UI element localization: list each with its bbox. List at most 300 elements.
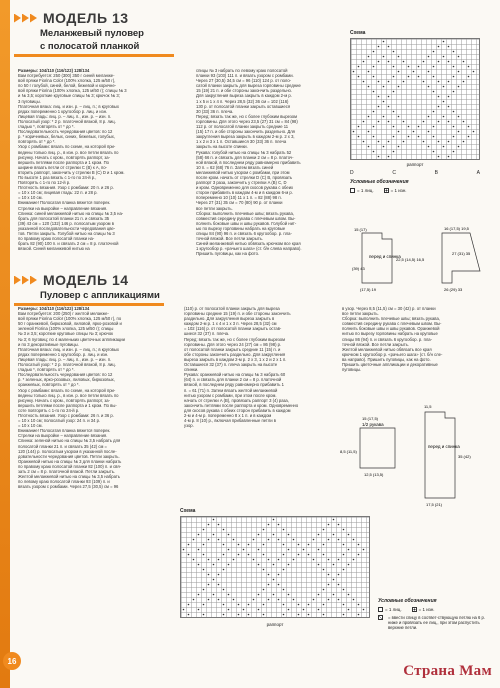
purl-dot — [428, 71, 430, 73]
text-line: Спинка: зеленой нитью на спицы № 3,5 набрать для — [18, 438, 121, 444]
purl-dot — [453, 151, 455, 153]
purl-dot — [458, 131, 460, 133]
text-line: довательности чередования цветов. Петли закрыть. — [18, 453, 120, 459]
purl-dot — [233, 599, 235, 601]
arrows-icon — [14, 14, 37, 23]
text-line: точной вязкой. Все петли закрыть. — [196, 236, 263, 242]
purl-dot — [323, 554, 325, 556]
text-line: Вам потребуется: 200 (250) г желтой меланже- — [18, 311, 109, 317]
purl-dot — [373, 111, 375, 113]
text-line: 112 р. от полосатой планки закрыть средние 11 — [196, 124, 289, 130]
purl-dot — [343, 604, 345, 606]
text-line: нитью узором с ромбами, при этом после кром. — [184, 392, 277, 398]
m14-sleeve-bottom-label: 12,5 (13,5) — [364, 472, 384, 477]
text-line: все петли закрыть. — [196, 205, 233, 211]
text-line: (58) 66 п. и связать для планки 2 см = 8 р. платоч- — [196, 154, 294, 160]
text-line: пуговицы. — [342, 367, 362, 373]
purl-dot — [183, 549, 185, 551]
model-14-col-1-lines — [18, 311, 162, 489]
purl-dot — [448, 96, 450, 98]
text-line: Платочная вязка: лиц. и изн. р. – лиц. п.; в круговых — [18, 103, 120, 109]
text-line: 2-м и 4-м р. попеременно 8 х 1 п. и в каждом — [184, 412, 272, 418]
purl-dot — [273, 594, 275, 596]
text-line: совместив середину рукава с плечевым швом. Вы- — [342, 321, 442, 327]
purl-dot — [268, 584, 270, 586]
text-line: после кром. начать от стрелки D (C) B, провязать — [196, 174, 293, 180]
purl-dot — [243, 549, 245, 551]
text-line: полнить боковые швы и швы рукавов. Оранжевой — [342, 326, 440, 332]
legend-knit: = 1 лиц. — [350, 188, 374, 193]
purl-dot — [373, 151, 375, 153]
purl-dot — [458, 146, 460, 148]
purl-dot — [283, 589, 285, 591]
m14-sleeve-h-label: 8,5 (11,5) — [340, 449, 357, 454]
purl-dot — [373, 91, 375, 93]
purl-dot — [388, 121, 390, 123]
purl-dot — [318, 549, 320, 551]
purl-dot — [423, 61, 425, 63]
m13-sleeve-bottom-label: 26 (29) 33 — [444, 287, 463, 292]
text-line: вой пряжи Fiorina Color (100% хлопка, 125 м/50 г), по — [18, 316, 122, 322]
m14-sleeve-top-label: 15 (17,5) — [362, 416, 379, 421]
purl-dot — [433, 126, 435, 128]
purl-dot — [428, 146, 430, 148]
purl-dot — [423, 121, 425, 123]
model-13-col-1-lines — [18, 73, 162, 251]
purl-dot — [393, 151, 395, 153]
model-14-col-2 — [184, 306, 328, 489]
purl-dot — [278, 539, 280, 541]
purl-dot — [328, 574, 330, 576]
purl-dot — [288, 549, 290, 551]
model-13-label: МОДЕЛЬ 13 — [43, 10, 129, 26]
text-line: нитью по вырезу горловины набрать на круговые — [342, 331, 438, 337]
purl-dot — [363, 121, 365, 123]
purl-dot — [283, 554, 285, 556]
text-line: ведены только лиц. р., в изн. р. все петли вязать по — [18, 392, 119, 398]
m14-body-center-label: перед и спинка — [428, 444, 460, 449]
text-line: гладью *, повторять от * до *. — [18, 124, 75, 130]
purl-dot — [248, 614, 250, 616]
purl-dot — [353, 599, 355, 601]
model-14-col-2-lines — [184, 306, 328, 428]
purl-dot — [268, 599, 270, 601]
text-line: Стрелки на выкройке – направление вязания. — [18, 433, 108, 439]
purl-dot — [383, 86, 385, 88]
purl-dot — [388, 106, 390, 108]
purl-dot — [198, 594, 200, 596]
text-line: полнить боковые швы и швы рукавов. Голубой нит- — [196, 220, 297, 226]
model-14-rapport: раппорт — [266, 622, 284, 627]
text-line: и по 3 декоративные пуговицы. — [18, 341, 79, 347]
purl-dot — [398, 56, 400, 58]
purl-dot — [453, 111, 455, 113]
text-line: полосатой планки 21 п. и связать 35 (42) см = — [18, 443, 107, 449]
purl-dot — [403, 141, 405, 143]
purl-dot — [373, 136, 375, 138]
purl-dot — [188, 544, 190, 546]
text-line: по 50 г голубой, синей, белой, бежевой и коричне- — [18, 83, 117, 89]
text-line: Вам потребуется: 250 (300) 350 г синей меланже- — [18, 73, 115, 79]
purl-dot — [268, 539, 270, 541]
purl-dot — [433, 51, 435, 53]
purl-dot — [453, 51, 455, 53]
purl-dot — [418, 136, 420, 138]
purl-dot — [198, 609, 200, 611]
text-line: оранжевых, повторять от * до *. — [18, 382, 80, 388]
text-line: крючком 1 кругообор р. «рачьего шага» (ст. б/н сле- — [342, 351, 443, 357]
purl-dot — [218, 599, 220, 601]
purl-dot — [403, 61, 405, 63]
purl-dot — [438, 96, 440, 98]
purl-dot — [198, 534, 200, 536]
purl-dot — [248, 554, 250, 556]
purl-dot — [328, 599, 330, 601]
purl-dot — [223, 589, 225, 591]
purl-dot — [298, 604, 300, 606]
text-line: узор. — [184, 423, 194, 429]
purl-dot — [188, 614, 190, 616]
purl-dot — [463, 81, 465, 83]
purl-dot — [443, 146, 445, 148]
purl-dot — [263, 554, 265, 556]
purl-dot — [253, 599, 255, 601]
text-line: тов. Петли закрыть. Голубой нитью на спицы № 3 — [18, 231, 115, 236]
purl-dot — [283, 529, 285, 531]
purl-dot — [378, 61, 380, 63]
purl-dot — [283, 614, 285, 616]
purl-dot — [358, 66, 360, 68]
text-line: (39) 43 см = 120 (132) 146 р. полосатым узором в — [18, 220, 114, 226]
purl-dot — [448, 106, 450, 108]
purl-dot — [368, 146, 370, 148]
purl-dot — [378, 81, 380, 83]
model-13-chart-grid — [350, 38, 480, 160]
purl-dot — [418, 76, 420, 78]
purl-dot — [208, 584, 210, 586]
purl-dot — [458, 56, 460, 58]
text-line: 1 х 5 и 1 х 4 п. Через 28,5 (32) 36 см = 102 (116) — [196, 98, 289, 104]
purl-dot — [258, 594, 260, 596]
purl-dot — [448, 61, 450, 63]
text-line: горловины средние 15 (19) п. и обе стороны закончить — [184, 311, 291, 317]
purl-dot — [443, 116, 445, 118]
model-14-legend-title: Условные обозначения — [378, 598, 437, 604]
purl-dot — [433, 66, 435, 68]
purl-dot — [363, 81, 365, 83]
purl-dot — [283, 604, 285, 606]
text-line: Последовательность чередования цветов: по 12 — [18, 372, 113, 378]
purl-dot — [353, 131, 355, 133]
text-line: спицы 84 (90) 96 п. и связать 6 кругообор. р. пла- — [196, 231, 292, 236]
m14-sleeve-outline — [360, 428, 395, 468]
purl-dot — [378, 141, 380, 143]
purl-dot — [258, 564, 260, 566]
model-13-text-columns — [18, 68, 340, 256]
purl-dot — [468, 136, 470, 138]
purl-dot — [208, 559, 210, 561]
text-line: для скосов рукава с обеих сторон прибавить в каждом — [184, 407, 291, 413]
purl-dot — [393, 126, 395, 128]
purl-dot — [318, 534, 320, 536]
purl-dot — [393, 51, 395, 53]
purl-dot — [373, 66, 375, 68]
text-line: Последовательность чередования цветов: по 12 — [18, 129, 113, 135]
text-line: повторять от * до *. — [18, 139, 56, 145]
purl-dot — [423, 81, 425, 83]
purl-dot — [323, 569, 325, 571]
text-line: ведены только лиц. р., в изн. р. все петли вязать по — [18, 149, 119, 155]
purl-dot — [378, 156, 380, 158]
text-line: 15 (19) 21 п. и обе стороны закончить раздельно. — [196, 88, 293, 94]
purl-dot — [338, 574, 340, 576]
purl-dot — [368, 56, 370, 58]
purl-dot — [353, 71, 355, 73]
purl-dot — [183, 609, 185, 611]
text-line: Пришить пуговицы, как на фото. — [196, 251, 260, 257]
purl-dot — [223, 569, 225, 571]
model-13-diamond-pattern — [351, 39, 479, 159]
purl-dot — [408, 136, 410, 138]
model-14-pattern-diagrams — [340, 398, 490, 508]
purl-dot — [313, 599, 315, 601]
purl-dot — [233, 539, 235, 541]
purl-dot — [263, 569, 265, 571]
purl-symbol-icon — [384, 188, 389, 193]
text-line: рядах попеременно 1 кругообор р. лиц. и изн. — [18, 108, 108, 114]
purl-dot — [288, 609, 290, 611]
purl-dot — [403, 121, 405, 123]
text-line: указанной последовательности чередования цве- — [18, 225, 116, 231]
text-line: выреза закрыть в каждом 2-м р. 2 х 3, 1 х 2 и 2 х 1 п. — [184, 356, 287, 362]
text-line: п. = 61 (71) п. Затем вязать желтой меланжевой — [184, 387, 278, 393]
text-line: брать для полосатой планки 21 п. и связать 35 — [18, 215, 110, 221]
text-line: Перед: вязать так же, но с более глубоким вырезом — [184, 336, 285, 342]
purl-dot — [438, 121, 440, 123]
purl-dot — [193, 559, 195, 561]
purl-dot — [278, 559, 280, 561]
purl-dot — [443, 86, 445, 88]
text-line: по левому краю полосатой планки 93 (109) п. и — [18, 479, 110, 485]
purl-dot — [453, 126, 455, 128]
purl-dot — [393, 66, 395, 68]
m13-body-neck-label: 15 (17) — [354, 227, 367, 232]
purl-dot — [473, 131, 475, 133]
purl-dot — [383, 56, 385, 58]
text-line: вой пряжи Fiorina (100% хлопка, 125 м/50 г); спицы № 3 — [18, 88, 127, 94]
purl-dot — [318, 609, 320, 611]
text-line: сторон прибавить в каждом 4-м и в каждом 6-м р. — [196, 190, 293, 196]
purl-dot — [383, 41, 385, 43]
text-line: совместив середину рукава с плечевым швом. Вы- — [196, 215, 296, 221]
purl-dot — [458, 116, 460, 118]
purl-dot — [253, 539, 255, 541]
purl-dot — [438, 46, 440, 48]
purl-dot — [223, 544, 225, 546]
purl-dot — [343, 614, 345, 616]
text-line: вторить раппорт, закончить у стрелки В (С) D и 1 кром. — [18, 169, 125, 175]
purl-dot — [463, 121, 465, 123]
purl-dot — [408, 126, 410, 128]
purl-dot — [348, 594, 350, 596]
model-13-title-2: с полосатой планкой — [40, 41, 140, 52]
purl-dot — [413, 71, 415, 73]
text-line: от полосатой планки закрыть средние 11 (15) п. и — [184, 346, 281, 352]
purl-dot — [443, 41, 445, 43]
purl-dot — [438, 156, 440, 158]
purl-dot — [288, 594, 290, 596]
purl-dot — [338, 584, 340, 586]
purl-dot — [428, 86, 430, 88]
text-line: и № 3,5; короткие круговые спицы № 3; крючок № 3; — [18, 93, 120, 99]
purl-dot — [313, 539, 315, 541]
text-line: Полосатый узор: * 2 р. платочной вязкой, 8 р. лиц. — [18, 362, 116, 368]
purl-dot — [293, 599, 295, 601]
text-line: Узор с ромбами: вязать по схеме, на которой при- — [18, 387, 116, 393]
purl-dot — [433, 76, 435, 78]
text-line: Желтой меланжевой нитью обвязать все края — [342, 346, 432, 352]
text-line: № 3; 6 пуговиц; по 4 маленьких цветочных аппликации — [18, 336, 125, 342]
purl-dot — [288, 564, 290, 566]
purl-dot — [413, 131, 415, 133]
text-line: Платочная вязка: лиц. и изн. р. – лиц. п.; в круговых — [18, 346, 120, 352]
purl-dot — [338, 524, 340, 526]
purl-dot — [258, 534, 260, 536]
purl-dot — [448, 46, 450, 48]
purl-dot — [278, 584, 280, 586]
purl-dot — [343, 554, 345, 556]
text-line: р. * коричневых, белых, синих, бежевых, голубых, — [18, 134, 116, 140]
purl-dot — [213, 594, 215, 596]
purl-dot — [238, 544, 240, 546]
purl-dot — [383, 101, 385, 103]
model-13-col-2-lines — [196, 68, 340, 256]
text-line: Синей меланжевой нитью обвязать крючком все края — [196, 241, 301, 247]
purl-dot — [263, 604, 265, 606]
text-line: Спинка: синей меланжевой нитью на спицы № 3,5 на- — [18, 210, 124, 216]
text-line: 4-м р. 8 (10) р., включая прибавленные петли в — [184, 418, 276, 424]
text-line: ширине вязать петли от стрелки С (В) к А, по- — [18, 164, 107, 170]
purl-dot — [298, 544, 300, 546]
purl-dot — [348, 534, 350, 536]
text-line: вершить петлями после раппорта и 1 кром. По — [18, 159, 109, 165]
purl-dot — [268, 574, 270, 576]
purl-dot — [323, 544, 325, 546]
purl-dot — [278, 574, 280, 576]
purl-dot — [458, 71, 460, 73]
purl-dot — [373, 126, 375, 128]
purl-dot — [433, 136, 435, 138]
purl-dot — [203, 604, 205, 606]
purl-dot — [343, 544, 345, 546]
purl-dot — [263, 529, 265, 531]
model-14-schema-title: Схема — [180, 508, 196, 514]
purl-dot — [348, 549, 350, 551]
purl-dot — [448, 81, 450, 83]
purl-dot — [358, 126, 360, 128]
purl-dot — [258, 609, 260, 611]
purl-dot — [318, 594, 320, 596]
text-line: = 10 х 10 см; лицевая гладь: 22 п. и 28 р. — [18, 190, 98, 196]
text-line: Пришить цветочные аппликации и декоративные — [342, 362, 438, 368]
model-14-diamond-pattern — [181, 517, 369, 617]
col-letter-d: D — [350, 170, 354, 176]
purl-dot — [328, 524, 330, 526]
text-line: 3 пуговицы. — [18, 98, 41, 104]
purl-dot — [203, 554, 205, 556]
purl-dot — [438, 106, 440, 108]
purl-dot — [448, 121, 450, 123]
purl-dot — [238, 604, 240, 606]
model-14-schema — [180, 508, 370, 627]
purl-dot — [308, 554, 310, 556]
purl-dot — [358, 614, 360, 616]
purl-dot — [388, 96, 390, 98]
purl-dot — [363, 141, 365, 143]
model-14-section — [14, 272, 484, 306]
model-14-label: МОДЕЛЬ 14 — [43, 272, 129, 288]
purl-dot — [433, 151, 435, 153]
text-line: рядах попеременно 1 кругообор. р. лиц. и изн. — [18, 351, 109, 357]
text-line: Узор с ромбами: вязать по схеме, на которой при- — [18, 144, 116, 150]
text-line: Рукава: оранжевой нитью на спицы № 3 набрать 60 — [184, 372, 286, 378]
arrows-icon — [14, 276, 37, 285]
purl-dot — [433, 91, 435, 93]
purl-dot — [403, 81, 405, 83]
text-line: (64) п. и связать для планки 2 см = 8 р. платочной — [184, 377, 282, 383]
text-line: вязкой, в последнем ряду равномерно прибавить 1 — [184, 382, 284, 388]
text-line: Внимание! Полосатая планка вяжется поперек. — [18, 428, 111, 434]
col-letter-a: A — [476, 170, 480, 176]
col-letter-b: B — [434, 170, 438, 176]
purl-dot — [348, 564, 350, 566]
text-line: Желтой меланжевой нитью на спицы № 3,5 набрать — [18, 474, 120, 480]
text-line: рисунку. Начать с кром., повторять раппорт, за- — [18, 154, 111, 160]
purl-dot — [323, 614, 325, 616]
watermark: Страна Мам — [403, 663, 492, 679]
purl-dot — [273, 519, 275, 521]
text-line: по правому краю полосатой планки 82 (100) п. и свя- — [18, 463, 122, 469]
purl-dot — [283, 544, 285, 546]
text-line: рисунку. Начать с кром., повторять раппорт, за- — [18, 397, 111, 403]
purl-dot — [318, 564, 320, 566]
m13-body-center-label: перед и спинка — [369, 254, 401, 259]
model-13-title-1: Меланжевый пуловер — [40, 28, 144, 39]
purl-dot — [213, 534, 215, 536]
purl-dot — [473, 71, 475, 73]
text-line: По высоте 1 раз вязать с 1-го по 24-й р., — [18, 174, 97, 180]
purl-dot — [328, 559, 330, 561]
text-line: 120 (144) р. полосатым узором в указанной после- — [18, 448, 117, 454]
purl-dot — [203, 589, 205, 591]
purl-dot — [218, 574, 220, 576]
purl-symbol-icon — [412, 607, 417, 612]
text-line: Лицевая гладь: лиц. р. – лиц. п., изн. р. – изн. п. — [18, 113, 112, 119]
text-line: соте повторять с 1-го по 24-й р. — [18, 407, 80, 413]
purl-dot — [453, 136, 455, 138]
model-14-title: Пуловер с аппликациями — [40, 290, 160, 301]
text-line: № 3 и 3,5; короткие круговые спицы № 3; крючок — [18, 331, 113, 337]
purl-dot — [273, 564, 275, 566]
purl-dot — [223, 529, 225, 531]
purl-dot — [398, 71, 400, 73]
purl-dot — [203, 544, 205, 546]
purl-dot — [408, 76, 410, 78]
text-line: раппорт 3 раза, закончить у стрелки A (B) C, D — [196, 180, 287, 186]
text-line: шиеся 32 (37) п. плеча. — [184, 331, 230, 337]
m14-body-neck-label: 11,5 — [424, 404, 432, 409]
purl-dot — [393, 136, 395, 138]
